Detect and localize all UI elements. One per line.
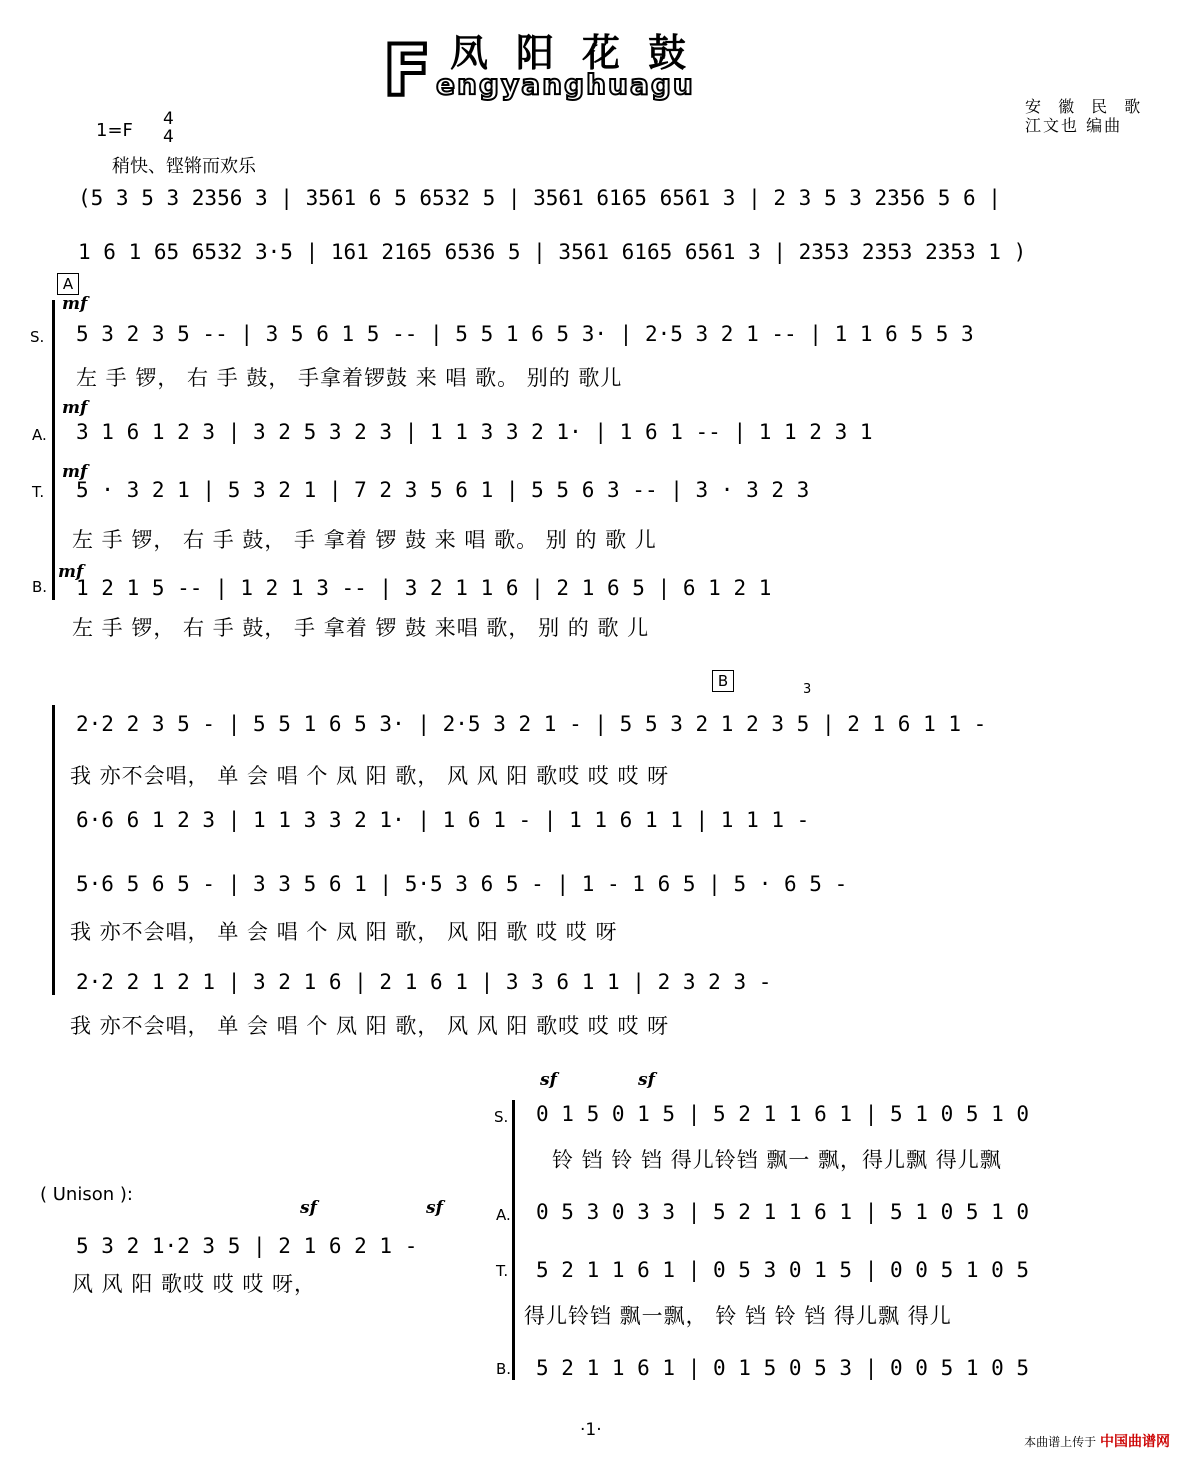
time-signature-top: 4 — [163, 109, 174, 129]
tenor-notes: 5 2 1 1 6 1 | 0 5 3 0 1 5 | 0 0 5 1 0 5 — [536, 1258, 1030, 1282]
bass-lyrics: 左 手 锣， 右 手 鼓， 手 拿着 锣 鼓 来唱 歌， 别 的 歌 儿 — [72, 616, 650, 640]
tenor-lyrics: 左 手 锣， 右 手 鼓， 手 拿着 锣 鼓 来 唱 歌。 别 的 歌 儿 — [72, 528, 657, 552]
alto-notes: 3 1 6 1 2 3 | 3 2 5 3 2 3 | 1 1 3 3 2 1· | 1 6 1 -- | 1 1 2 3 1 — [76, 420, 873, 444]
footer-credit — [1024, 1431, 1170, 1451]
time-signature-bottom: 4 — [163, 127, 174, 147]
alto-notes: 0 5 3 0 3 3 | 5 2 1 1 6 1 | 5 1 0 5 1 0 — [536, 1200, 1030, 1224]
site-name: 中国曲谱网 — [1100, 1434, 1170, 1450]
unison-label: ( Unison ): — [40, 1184, 133, 1205]
page-title: 凤阳花鼓 — [450, 30, 715, 75]
soprano-notes: 2·2 2 3 5 - | 5 5 1 6 5 3· | 2·5 3 2 1 - | 5 5 3 2 1 2 3 5 | 2 1 6 1 1 - — [76, 712, 987, 736]
dynamic-sf: sf — [426, 1198, 443, 1218]
soprano-notes: 0 1 5 0 1 5 | 5 2 1 1 6 1 | 5 1 0 5 1 0 — [536, 1102, 1030, 1126]
tenor-lyrics: 得儿铃铛 飘一飘， 铃 铛 铃 铛 得儿飘 得儿 — [524, 1304, 952, 1328]
tempo-marking: 稍快、铿锵而欢乐 — [112, 156, 256, 177]
voice-label-tenor: T. — [32, 483, 45, 501]
tenor-notes: 5·6 5 6 5 - | 3 3 5 6 1 | 5·5 3 6 5 - | 1 - 1 6 5 | 5 · 6 5 - — [76, 872, 848, 896]
bass-lyrics: 我 亦不会唱， 单 会 唱 个 凤 阳 歌， 风 风 阳 歌哎 哎 哎 呀 — [70, 1014, 670, 1038]
bass-notes: 1 2 1 5 -- | 1 2 1 3 -- | 3 2 1 1 6 | 2 1 6 5 | 6 1 2 1 — [76, 576, 772, 600]
voice-label-bass: B. — [32, 578, 48, 596]
bass-notes: 2·2 2 1 2 1 | 3 2 1 6 | 2 1 6 1 | 3 3 6 1 1 | 2 3 2 3 - — [76, 970, 772, 994]
dynamic-mf: mf — [62, 398, 88, 418]
dynamic-sf: sf — [300, 1198, 317, 1218]
bass-notes: 5 2 1 1 6 1 | 0 1 5 0 5 3 | 0 0 5 1 0 5 — [536, 1356, 1030, 1380]
unison-notes: 5 3 2 1·2 3 5 | 2 1 6 2 1 - — [76, 1234, 418, 1258]
triplet-mark: 3 — [803, 682, 812, 697]
soprano-lyrics: 左 手 锣， 右 手 鼓， 手拿着锣鼓 来 唱 歌。 别的 歌儿 — [76, 366, 623, 390]
dynamic-mf: mf — [58, 562, 84, 582]
key-signature: 1=F — [96, 120, 133, 141]
title-romanization: engyanghuagu — [436, 68, 695, 101]
voice-label-alto: A. — [496, 1206, 511, 1224]
intro-line-1: (5 3 5 3 2356 3 | 3561 6 5 6532 5 | 3561 6165 6561 3 | 2 3 5 3 2356 5 6 | — [78, 186, 1001, 210]
voice-label-soprano: S. — [494, 1108, 509, 1126]
alto-notes: 6·6 6 1 2 3 | 1 1 3 3 2 1· | 1 6 1 - | 1 1 6 1 1 | 1 1 1 - — [76, 808, 810, 832]
intro-line-2: 1 6 1 65 6532 3·5 | 161 2165 6536 5 | 3561 6165 6561 3 | 2353 2353 2353 1 ) — [78, 240, 1027, 264]
dynamic-mf: mf — [62, 294, 88, 314]
dynamic-sf: sf — [638, 1070, 655, 1090]
soprano-notes: 5 3 2 3 5 -- | 3 5 6 1 5 -- | 5 5 1 6 5 3· | 2·5 3 2 1 -- | 1 1 6 5 5 3 — [76, 322, 974, 346]
upload-label: 本曲谱上传于 — [1024, 1435, 1097, 1449]
tenor-notes: 5 · 3 2 1 | 5 3 2 1 | 7 2 3 5 6 1 | 5 5 6 3 -- | 3 · 3 2 3 — [76, 478, 810, 502]
arranger-credit: 江文也 编曲 — [1025, 116, 1123, 135]
system-bracket — [52, 705, 55, 995]
soprano-lyrics: 我 亦不会唱， 单 会 唱 个 凤 阳 歌， 风 风 阳 歌哎 哎 哎 呀 — [70, 764, 670, 788]
system-bracket — [52, 300, 55, 600]
origin-credit: 安 徽 民 歌 — [1025, 97, 1147, 116]
system-bracket — [512, 1100, 515, 1380]
voice-label-alto: A. — [32, 426, 47, 444]
dynamic-mf: mf — [62, 462, 88, 482]
rehearsal-mark-b: B — [712, 670, 734, 692]
voice-label-tenor: T. — [496, 1262, 509, 1280]
time-signature — [163, 110, 174, 146]
voice-label-bass: B. — [496, 1360, 512, 1378]
voice-label-soprano: S. — [30, 328, 45, 346]
title-logo-initial: F — [383, 30, 431, 112]
tenor-lyrics: 我 亦不会唱， 单 会 唱 个 凤 阳 歌， 风 阳 歌 哎 哎 呀 — [70, 920, 618, 944]
unison-lyrics: 风 风 阳 歌哎 哎 哎 呀， — [72, 1272, 317, 1296]
dynamic-sf: sf — [540, 1070, 557, 1090]
soprano-lyrics: 铃 铛 铃 铛 得儿铃铛 飘一 飘，得儿飘 得儿飘 — [552, 1148, 1002, 1172]
rehearsal-mark-a: A — [57, 273, 79, 295]
page-number: ·1· — [580, 1420, 602, 1440]
